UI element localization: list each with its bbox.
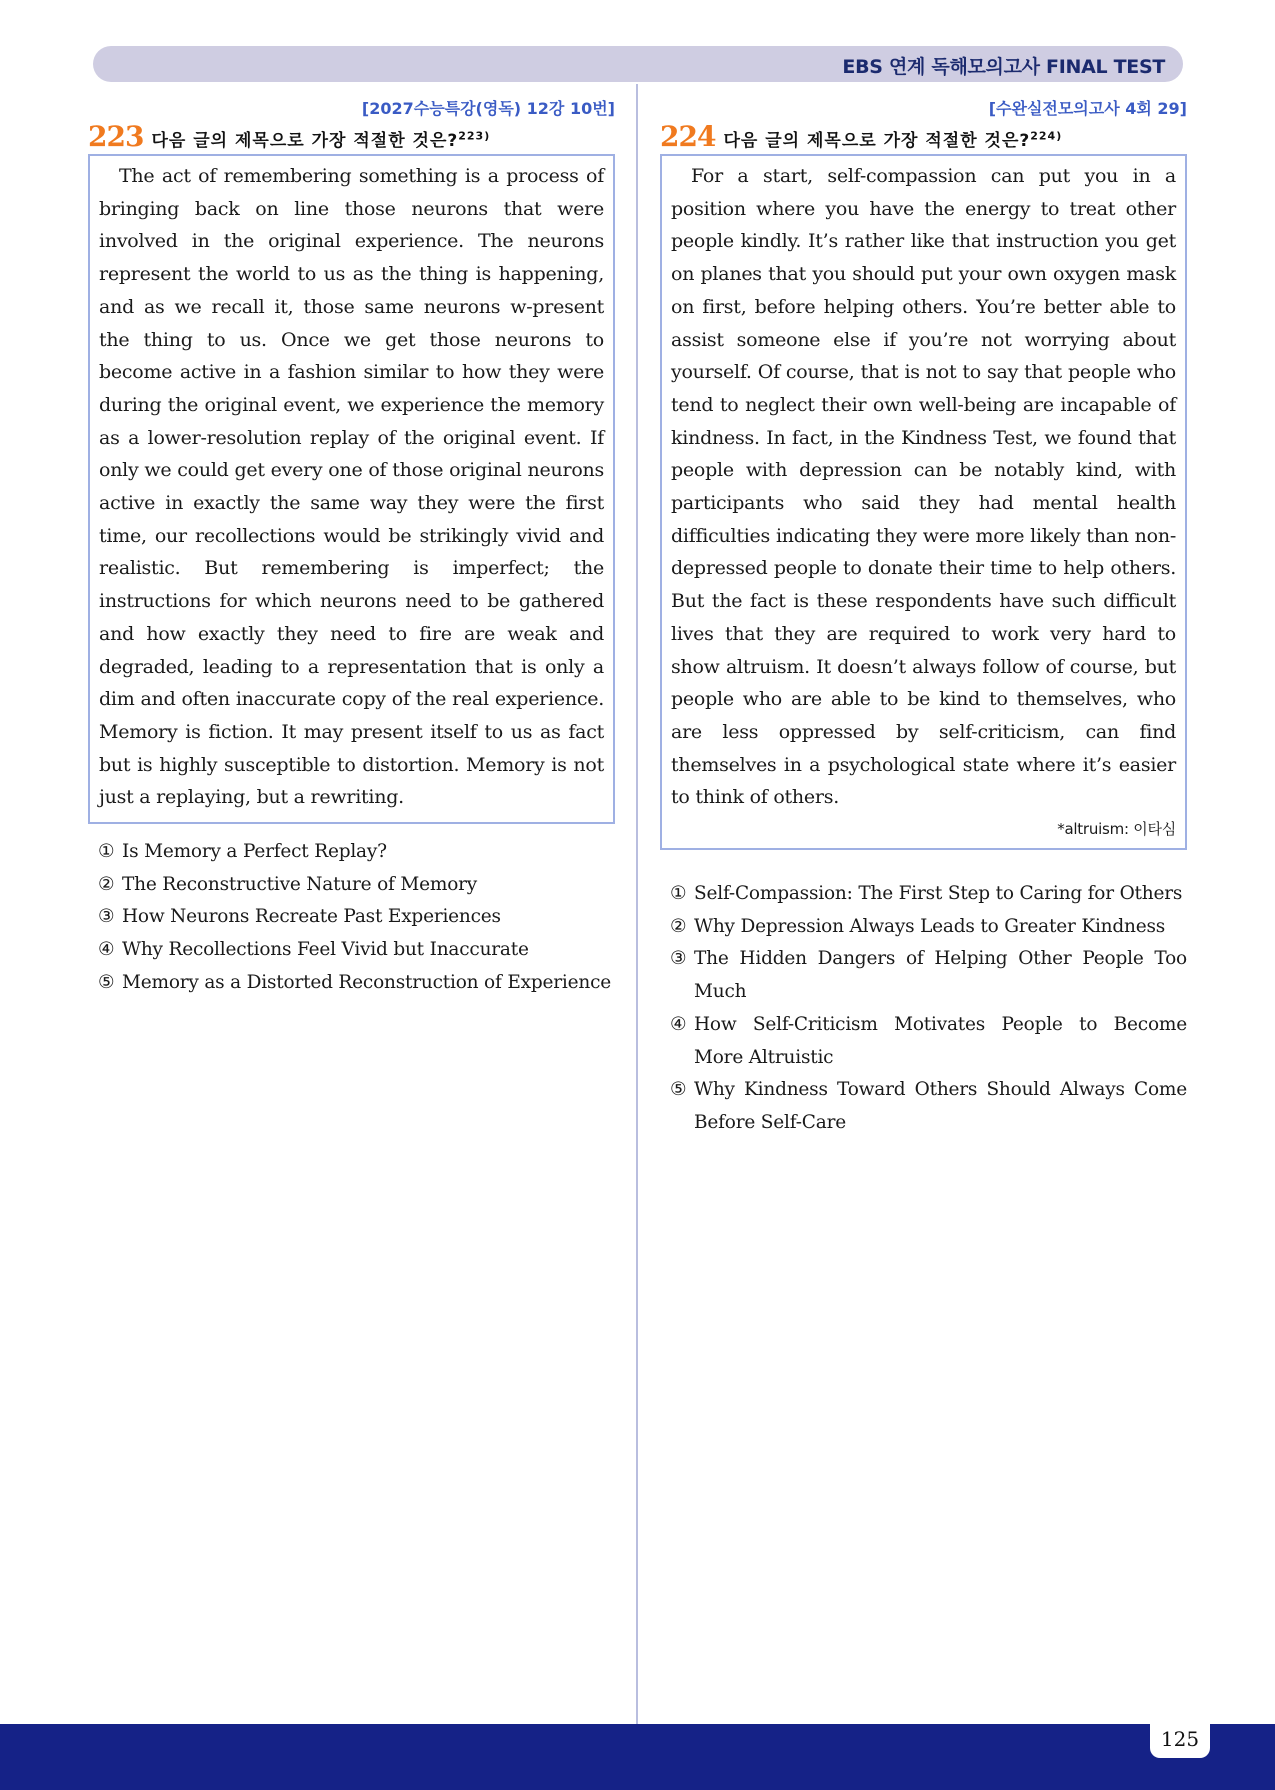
option-text: How Neurons Recreate Past Experiences xyxy=(122,906,501,928)
option-marker: ⑤ xyxy=(670,1079,687,1101)
passage-text: For a start, self-compassion can put you in a position where you have the energy to treat other people kindly. It’s rather like that instruction you get on planes that you should put your own oxygen mask on first, before helping others. You’re better able to assist someone else if you’re not worrying about yourself. Of course, that is not to say that people who tend to neglect their own well-being are incapable of kindness. In fact, in the Kindness Test, we found that people with depression can be notably kind, with participants who said they had mental health difficulties indicating they were more likely than non-depressed people to donate their time to help others. But the fact is these respondents have such difficult lives that they are required to work very hard to show altruism. It doesn’t always follow of course, but people who are able to be kind to themselves, who are less oppressed by self-criticism, can find themselves in a psychological state where it’s easier to think of others. xyxy=(671,165,1176,809)
answer-options xyxy=(660,878,1187,1140)
option-text: The Reconstructive Nature of Memory xyxy=(122,873,478,895)
passage-box xyxy=(88,154,615,824)
option-marker: ① xyxy=(670,883,687,905)
header-title: EBS 연계 독해모의고사 FINAL TEST xyxy=(842,56,1165,78)
question-prompt-text: 다음 글의 제목으로 가장 적절한 것은? xyxy=(151,131,459,151)
option-text: Memory as a Distorted Reconstruction of Experience xyxy=(122,971,611,993)
option-text: Why Depression Always Leads to Greater Kindness xyxy=(694,915,1166,937)
answer-options xyxy=(88,836,615,1000)
question-header xyxy=(88,120,615,154)
question-ref: 224) xyxy=(1030,129,1063,143)
header-bar xyxy=(93,46,1183,82)
option-marker: ③ xyxy=(670,948,687,970)
answer-option-4[interactable] xyxy=(670,1009,1187,1074)
option-text: Is Memory a Perfect Replay? xyxy=(122,841,387,863)
answer-option-2[interactable] xyxy=(98,869,615,902)
option-marker: ③ xyxy=(98,906,115,928)
column-divider xyxy=(636,84,638,1724)
question-header xyxy=(660,120,1187,154)
answer-option-3[interactable] xyxy=(670,943,1187,1008)
question-source: [2027수능특강(영독) 12강 10번] xyxy=(361,99,615,118)
question-224 xyxy=(660,96,1187,1140)
answer-option-1[interactable] xyxy=(98,836,615,869)
question-prompt xyxy=(151,126,490,151)
question-source: [수완실전모의고사 4회 29] xyxy=(988,99,1187,118)
passage-box xyxy=(660,154,1187,850)
option-text: How Self-Criticism Motivates People to Become More Altruistic xyxy=(694,1013,1187,1068)
answer-option-1[interactable] xyxy=(670,878,1187,911)
option-marker: ① xyxy=(98,841,115,863)
question-prompt xyxy=(723,126,1062,151)
option-text: Self-Compassion: The First Step to Caring for Others xyxy=(694,883,1183,905)
page-number: 125 xyxy=(1150,1722,1210,1758)
passage-text: The act of remembering something is a process of bringing back on line those neurons that were involved in the original experience. The neurons represent the world to us as the thing is happening, and as we recall it, those same neurons w-present the thing to us. Once we get those neurons to become active in a fashion similar to how they were during the original event, we experience the memory as a lower-resolution replay of the original event. If only we could get every one of those original neurons active in exactly the same way they were the first time, our recollections would be strikingly vivid and realistic. But remembering is imperfect; the instructions for which neurons need to be gathered and how exactly they need to fire are weak and degraded, leading to a representation that is only a dim and often inaccurate copy of the real experience. Memory is fiction. It may present itself to us as fact but is highly susceptible to distortion. Memory is not just a replaying, but a rewriting. xyxy=(99,165,604,809)
option-marker: ② xyxy=(670,915,687,937)
question-ref: 223) xyxy=(458,129,491,143)
footnote: *altruism: 이타심 xyxy=(1057,820,1176,839)
option-text: The Hidden Dangers of Helping Other People Too Much xyxy=(694,948,1187,1003)
option-text: Why Kindness Toward Others Should Always Come Before Self-Care xyxy=(694,1079,1187,1133)
question-number: 223 xyxy=(88,120,144,153)
question-prompt-text: 다음 글의 제목으로 가장 적절한 것은? xyxy=(723,131,1031,151)
question-223 xyxy=(88,96,615,1000)
answer-option-5[interactable] xyxy=(670,1074,1187,1139)
answer-option-3[interactable] xyxy=(98,901,615,934)
answer-option-2[interactable] xyxy=(670,911,1187,944)
option-marker: ④ xyxy=(670,1013,687,1035)
answer-option-4[interactable] xyxy=(98,934,615,967)
question-number: 224 xyxy=(660,120,716,153)
option-text: Why Recollections Feel Vivid but Inaccurate xyxy=(122,939,529,961)
option-marker: ④ xyxy=(98,939,115,961)
answer-option-5[interactable] xyxy=(98,967,615,1000)
footer-bar xyxy=(0,1724,1275,1790)
option-marker: ⑤ xyxy=(98,971,115,993)
option-marker: ② xyxy=(98,873,115,895)
